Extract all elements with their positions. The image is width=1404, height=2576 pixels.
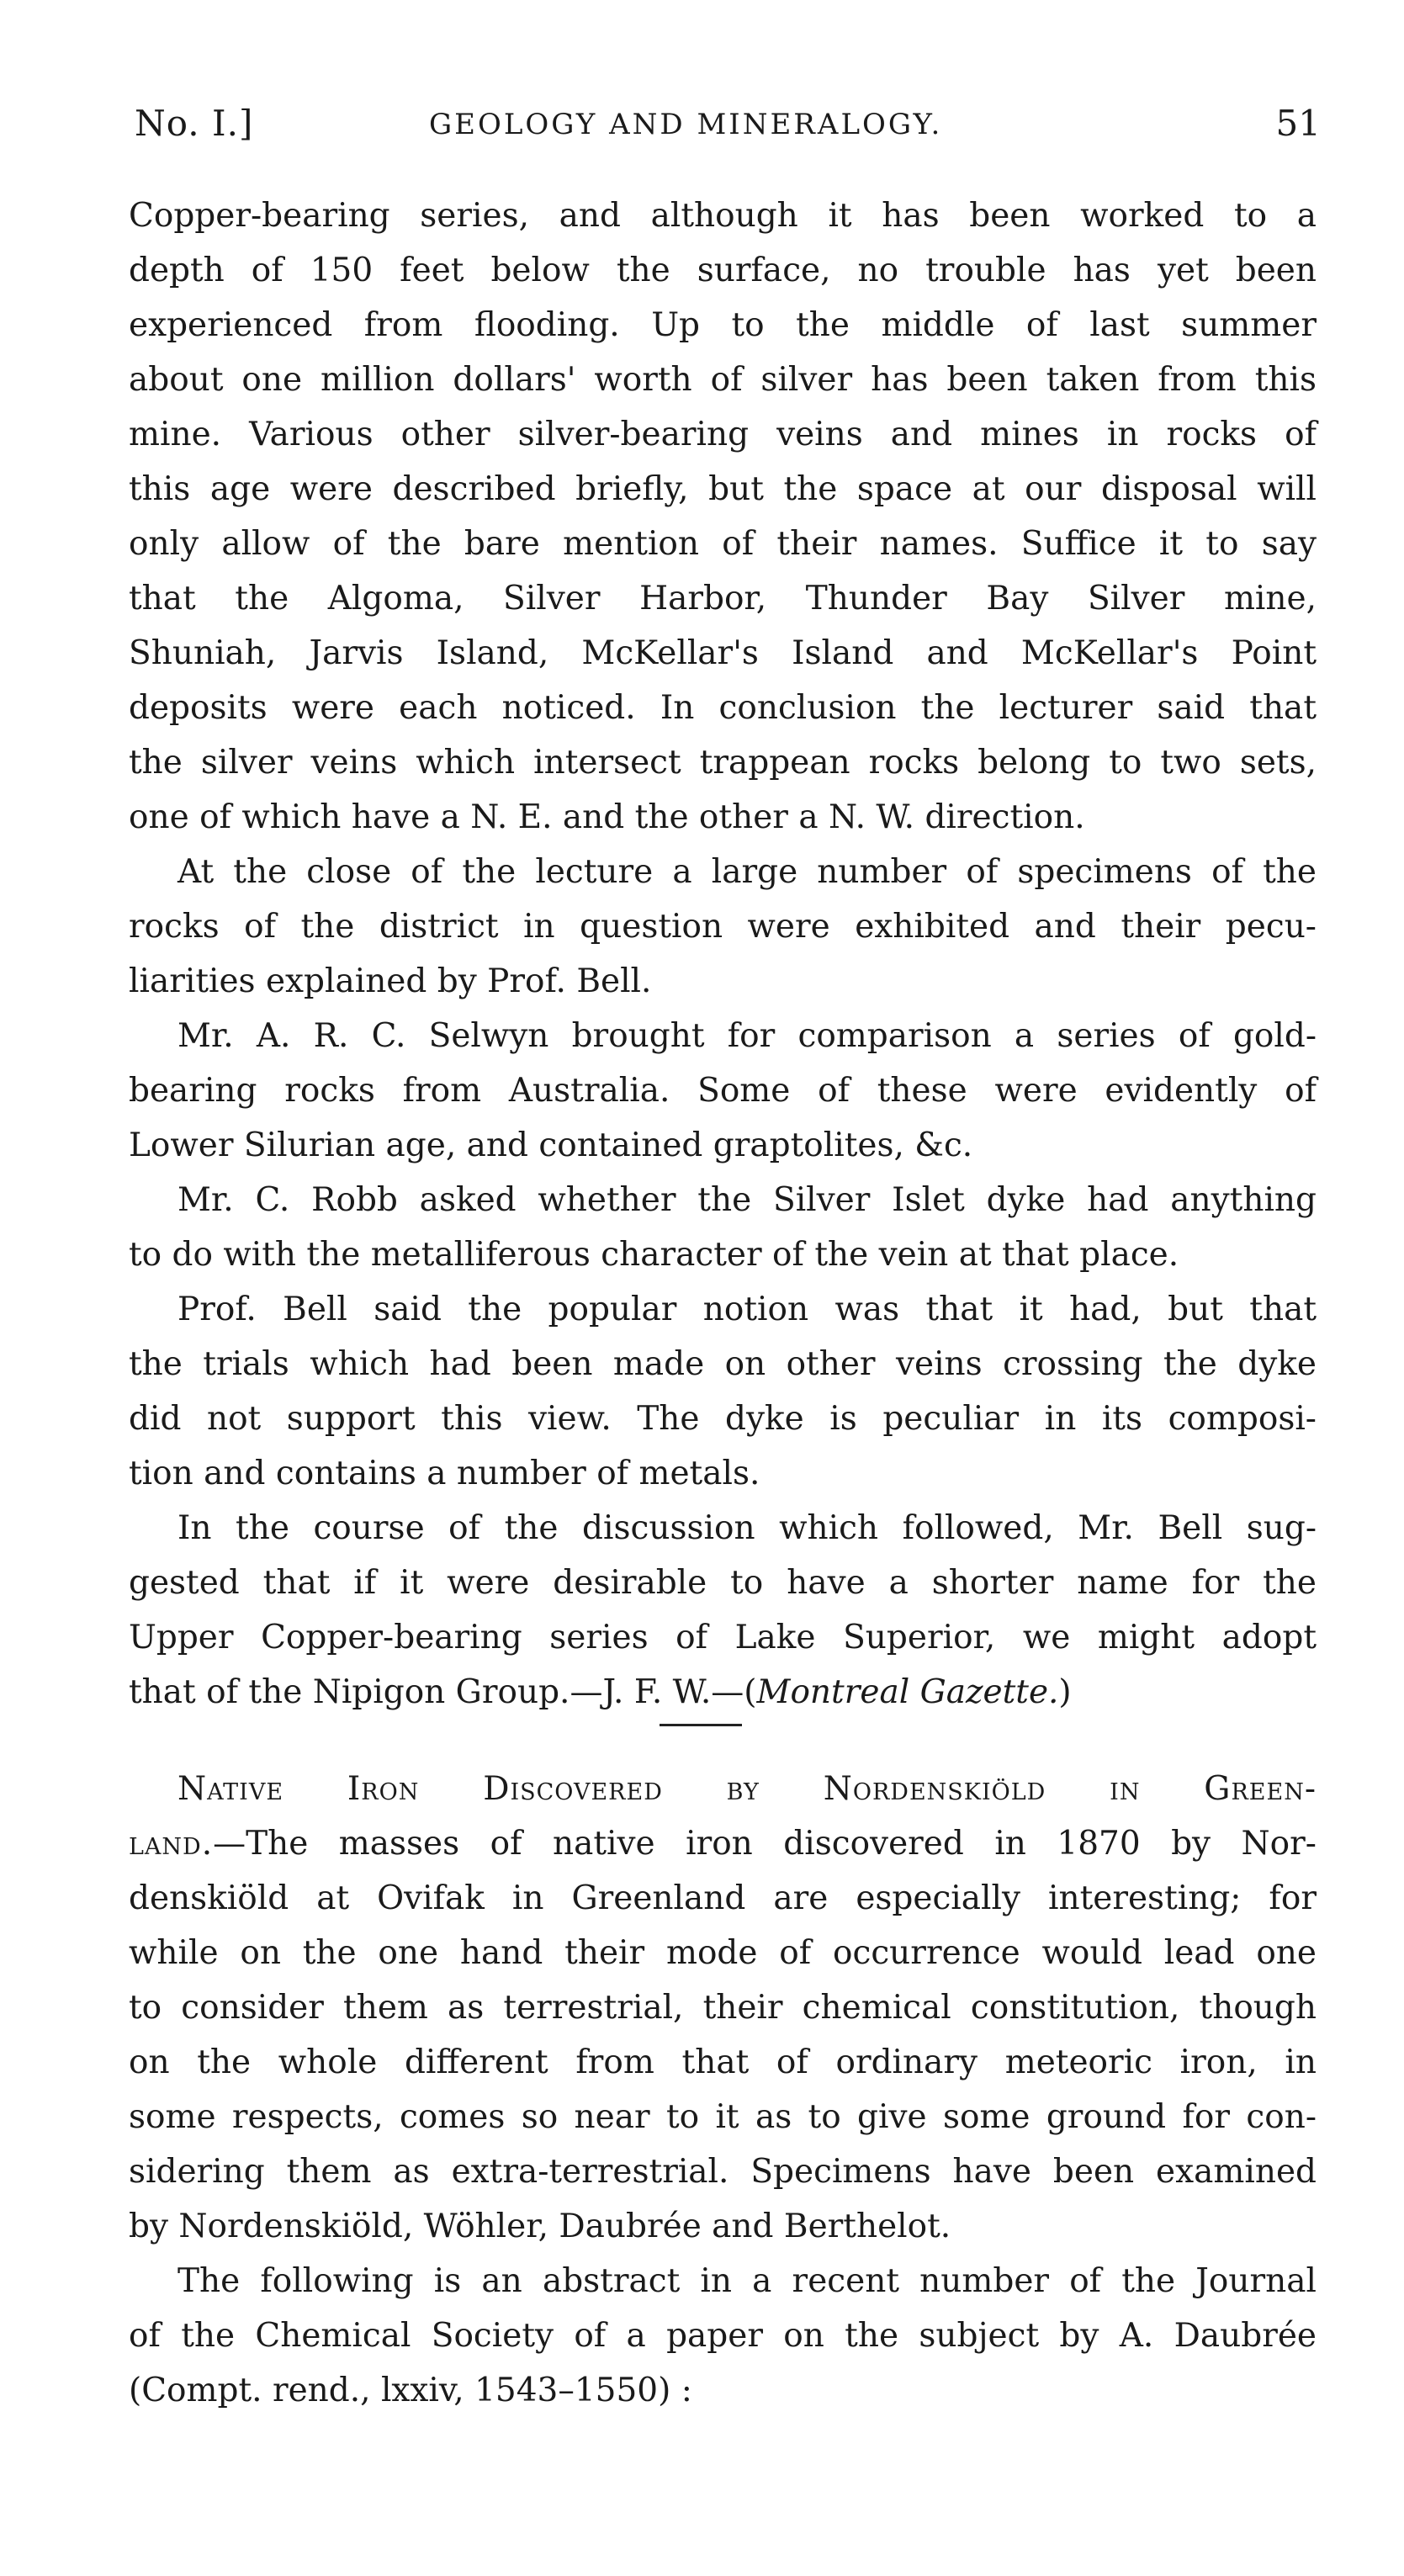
paragraph-bell-reply (129, 1282, 1317, 1501)
paragraph-daubree-abstract (129, 2254, 1317, 2418)
text-line: on the whole different from that of ordinary meteoric iron, in (129, 2043, 1317, 2081)
paragraph-robb-question (129, 1173, 1317, 1282)
section-divider (660, 1724, 742, 1726)
text-line: At the close of the lecture a large number of specimens of the (177, 853, 1317, 891)
text-line: tion and contains a number of metals. (129, 1455, 760, 1492)
text-line: experienced from flooding. Up to the middle of last summer (129, 306, 1317, 344)
running-title: GEOLOGY AND MINERALOGY. (429, 108, 943, 141)
paragraph-silver-mines (129, 188, 1317, 845)
text-line (129, 1816, 1317, 1871)
text-line: the trials which had been made on other veins crossing the dyke (129, 1345, 1317, 1383)
paragraph-specimens-exhibited (129, 845, 1317, 1009)
text-line: Mr. A. R. C. Selwyn brought for comparison a series of gold- (177, 1017, 1317, 1055)
text-line: about one million dollars' worth of silver has been taken from this (129, 361, 1317, 399)
text-line: Shuniah, Jarvis Island, McKellar's Island and McKellar's Point (129, 634, 1317, 672)
text-line: gested that if it were desirable to have a shorter name for the (129, 1564, 1317, 1602)
paragraph-selwyn (129, 1009, 1317, 1173)
text-run: —The masses of native iron discovered in 1870 by Nor- (213, 1825, 1317, 1863)
text-line: of the Chemical Society of a paper on the subject by A. Daubrée (129, 2317, 1317, 2355)
article-native-iron (129, 1762, 1317, 2418)
text-line: mine. Various other silver-bearing veins and mines in rocks of (129, 416, 1317, 453)
text-line: deposits were each noticed. In conclusion the lecturer said that (129, 689, 1317, 727)
text-line: this age were described briefly, but the space at our disposal will (129, 470, 1317, 508)
text-line: rocks of the district in question were exhibited and their pecu- (129, 908, 1317, 946)
text-line: Mr. C. Robb asked whether the Silver Islet dyke had anything (177, 1181, 1317, 1219)
text-line: only allow of the bare mention of their names. Suffice it to say (129, 525, 1317, 563)
text-line: (Compt. rend., lxxiv, 1543–1550) : (129, 2372, 692, 2409)
running-head (126, 103, 1321, 156)
text-line: one of which have a N. E. and the other a N. W. direction. (129, 798, 1085, 836)
text-line: did not support this view. The dyke is peculiar in its composi- (129, 1400, 1317, 1438)
text-line: to do with the metalliferous character of the vein at that place. (129, 1236, 1179, 1274)
page-number: 51 (1275, 103, 1321, 144)
text-line: Lower Silurian age, and contained graptolites, &c. (129, 1126, 973, 1164)
text-line: depth of 150 feet below the surface, no trouble has yet been (129, 252, 1317, 289)
text-line (129, 1665, 1317, 1720)
text-line: bearing rocks from Australia. Some of these were evidently of (129, 1072, 1317, 1110)
text-line: by Nordenskiöld, Wöhler, Daubrée and Berthelot. (129, 2208, 951, 2245)
attribution-text: that of the Nipigon Group.—J. F. W.—( (129, 1673, 757, 1711)
text-line: Copper-bearing series, and although it has been worked to a (129, 197, 1317, 235)
text-line: some respects, comes so near to it as to give some ground for con- (129, 2098, 1317, 2136)
text-line: Prof. Bell said the popular notion was that it had, but that (177, 1291, 1317, 1328)
text-line: while on the one hand their mode of occurrence would lead one (129, 1934, 1317, 1972)
source-citation: Montreal Gazette. (756, 1673, 1059, 1711)
paragraph-nipigon-group (129, 1501, 1317, 1720)
article-heading: Native Iron Discovered by Nordenskiöld in Green- (177, 1770, 1317, 1808)
text-line: sidering them as extra-terrestrial. Specimens have been examined (129, 2153, 1317, 2191)
text-line: In the course of the discussion which followed, Mr. Bell sug- (177, 1509, 1317, 1547)
text-line: liarities explained by Prof. Bell. (129, 962, 652, 1000)
text-line: Upper Copper-bearing series of Lake Superior, we might adopt (129, 1619, 1317, 1656)
text-line: to consider them as terrestrial, their chemical constitution, though (129, 1989, 1317, 2027)
closing-paren: ) (1058, 1673, 1072, 1711)
text-line: that the Algoma, Silver Harbor, Thunder Bay Silver mine, (129, 580, 1317, 617)
section-number: No. I.] (135, 103, 254, 144)
article-heading-end: land. (129, 1825, 214, 1863)
text-line: the silver veins which intersect trappean rocks belong to two sets, (129, 744, 1317, 782)
lecture-report-continuation (129, 188, 1317, 1720)
text-line: denskiöld at Ovifak in Greenland are especially interesting; for (129, 1879, 1317, 1917)
text-line: The following is an abstract in a recent number of the Journal (177, 2262, 1317, 2300)
paragraph-native-iron-intro (129, 1762, 1317, 2254)
